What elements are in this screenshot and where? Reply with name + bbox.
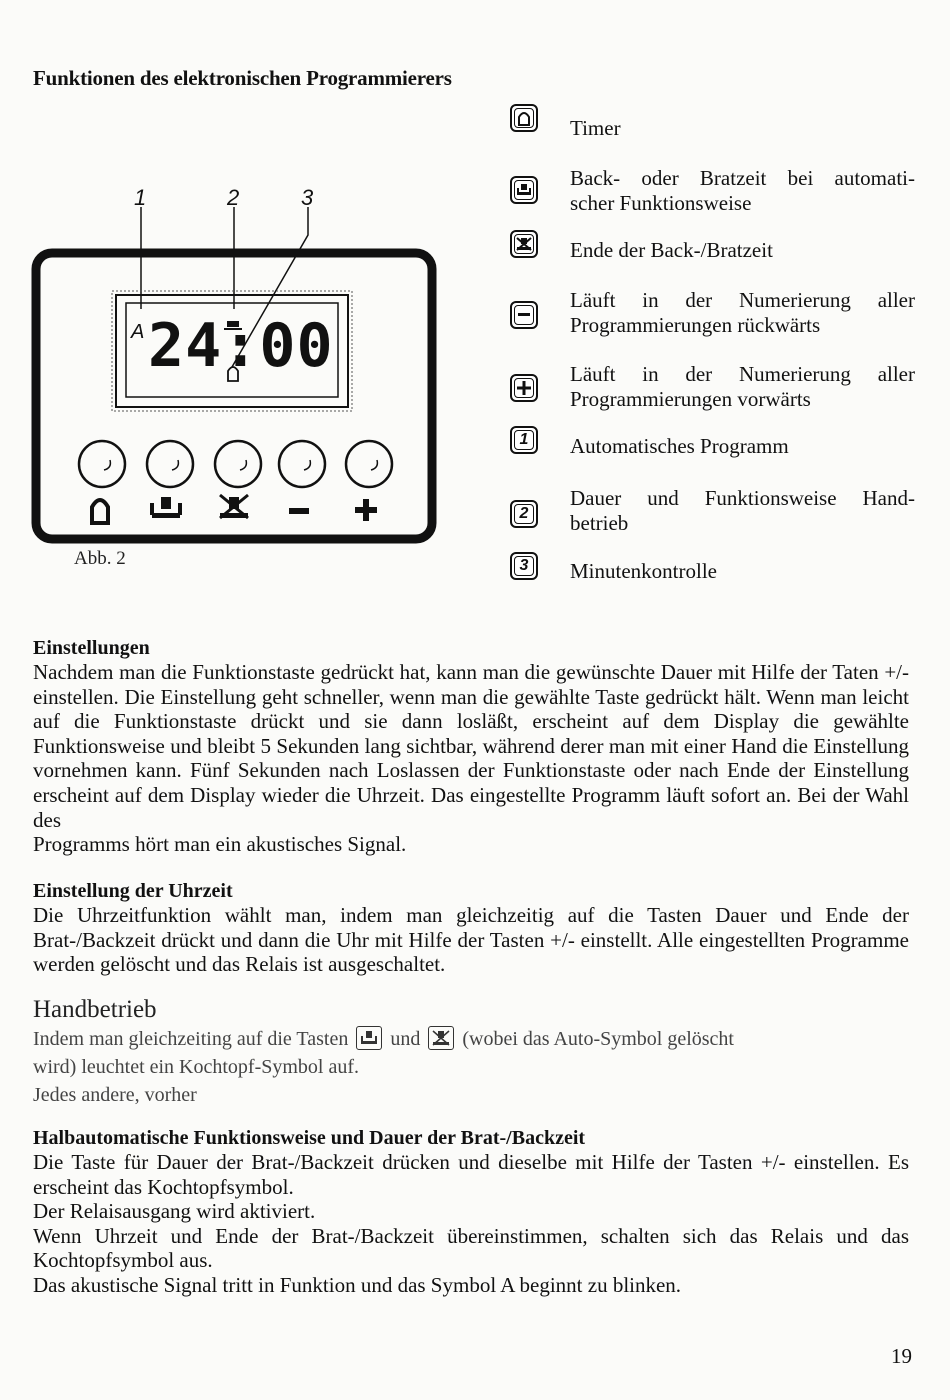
section-body-line-3: Jedes andere, vorher [33,1084,197,1106]
number-2-icon: 2 [510,500,538,528]
legend-text: Minutenkontrolle [570,559,717,583]
cooking-end-icon [510,230,538,258]
legend-text-line-2: Programmierungen vorwärts [570,387,811,411]
section-body-last-line: Programms hört man ein akustisches Signal. [33,832,407,857]
section-uhrzeit [33,879,909,977]
section-body-line: Wenn Uhrzeit und Ende der Brat-/Backzeit übereinstimmen, schalten sich das Relais und das Kochtopfsymbol aus. [33,1223,909,1273]
figure-label-2: 2 [227,185,240,210]
legend-text: Ende der Back-/Bratzeit [570,238,773,262]
page-number: 19 [891,1344,912,1368]
display-symbol-a: A [131,321,145,343]
bell-icon [510,104,538,132]
number-3-icon: 3 [510,552,538,580]
section-heading: Handbetrieb [33,996,157,1023]
figure-caption: Abb. 2 [74,548,126,569]
section-body-line: Die Taste für Dauer der Brat-/Backzeit drücken und dieselbe mit Hilfe der Tasten +/- einstellen. Es erscheint das Kochtopfsymbol. [33,1150,909,1199]
cooking-duration-icon [356,1026,382,1050]
programmer-figure [30,185,440,545]
text-fragment: (wobei das Auto-Symbol gelöscht [462,1028,734,1050]
section-body-line: Der Relaisausgang wird aktiviert. [33,1199,316,1224]
legend-text-line-2: scher Funktionsweise [570,191,752,215]
figure-label-1: 1 [134,185,147,210]
legend-text: Timer [570,116,621,140]
cooking-end-icon [428,1026,454,1050]
section-einstellungen [33,636,909,857]
section-body-line-1 [33,1025,909,1053]
legend-text-line-1: Läuft in der Numerierung aller [570,288,915,312]
section-heading: Halbautomatische Funktionsweise und Dauer der Brat-/Backzeit [33,1127,586,1149]
page-title: Funktionen des elektronischen Programmierers [33,66,452,90]
display-time: 24:00 [148,311,334,381]
section-body-line: Das akustische Signal tritt in Funktion und das Symbol A beginnt zu blinken. [33,1272,682,1297]
legend-text-line-1: Back- oder Bratzeit bei automati- [570,166,915,190]
section-heading: Einstellung der Uhrzeit [33,880,233,902]
figure-label-3: 3 [301,185,314,210]
number-1-icon: 1 [510,426,538,454]
legend-text-line-2: betrieb [570,511,629,535]
legend-text-line-2: Programmierungen rückwärts [570,313,821,337]
plus-icon [510,374,538,402]
legend-text: Automatisches Programm [570,434,789,458]
minus-icon [510,301,538,329]
section-handbetrieb [33,995,909,1109]
section-body-text: Die Uhrzeitfunktion wählt man, indem man gleichzeitig auf die Tasten Dauer und Ende der Brat-/Backzeit drückt und dann die Uhr mit Hilfe der Tasten +/- einstellt. Alle eingestellten Programme werden gelöscht und das Relais ist ausgeschaltet. [33,903,909,977]
section-body-text: Nachdem man die Funktionstaste gedrückt hat, kann man die gewünschte Dauer mit Hilfe der Taten +/- einstellen. Die Einstellung geht schneller, wenn man die gewählte Taste gedrückt hält. Wenn man leicht auf die Funktionstaste drückt und sie dann losläßt, erscheint auf dem Display die gewählte Funktionsweise und bleibt 5 Sekunden lang sichtbar, während derer man mit einer Hand die Einstellung vornehmen kann. Fünf Sekunden nach Loslassen der Funktionstaste oder nach Ende der Einstellung erscheint auf dem Display wieder die Uhrzeit. Das eingestellte Programm läuft sofort an. Bei der Wahl des [33,660,909,832]
section-body-line-2: wird) leuchtet ein Kochtopf-Symbol auf. [33,1056,360,1078]
legend-text-line-1: Dauer und Funktionsweise Hand- [570,486,915,510]
text-fragment: Indem man gleichzeiting auf die Tasten [33,1028,349,1050]
section-halbautomatisch [33,1126,909,1298]
section-body [33,903,909,977]
cooking-duration-icon [510,176,538,204]
legend-text-line-1: Läuft in der Numerierung aller [570,362,915,386]
text-fragment: und [390,1028,421,1050]
section-heading: Einstellungen [33,637,150,659]
section-body [33,660,909,857]
